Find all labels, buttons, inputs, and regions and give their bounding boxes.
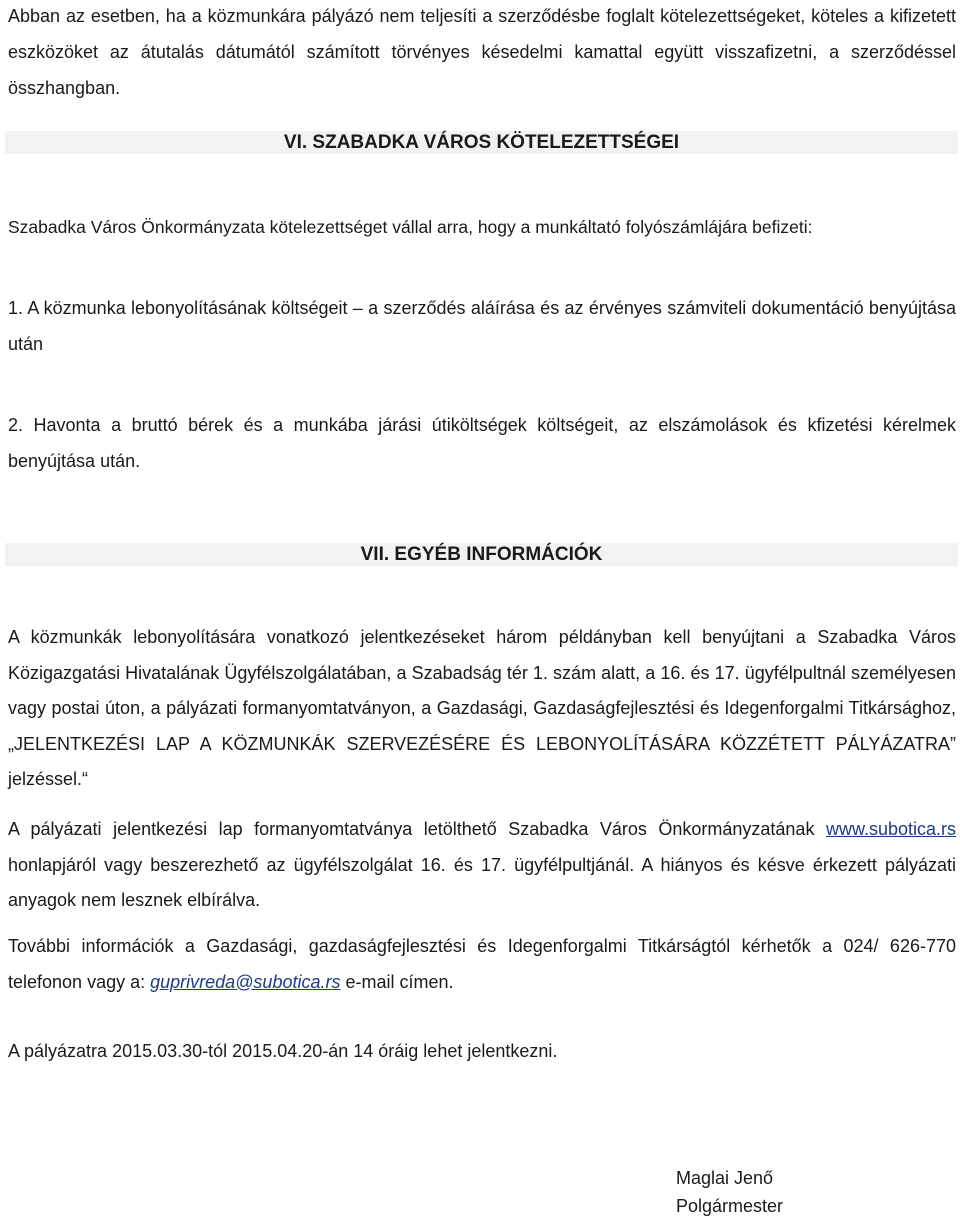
info-text-after: e-mail címen. [340,971,454,992]
signature-name: Maglai Jenő [676,1168,774,1188]
section-vi-intro: Szabadka Város Önkormányzata kötelezettséget vállal arra, hogy a munkáltató folyószámlájára befizeti: [8,217,813,237]
intro-paragraph: Abban az esetben, ha a közmunkára pályázó nem teljesíti a szerződésbe foglalt kötelezettségeket, köteles a kifizetett eszközöket az átutalás dátumától számított törvényes késedelmi kamattal együtt visszafizetni, a szerződéssel összhangban. [8,6,956,98]
contact-info-paragraph [8,929,956,1000]
deadline-paragraph: A pályázatra 2015.03.30-tól 2015.04.20-án 14 óráig lehet jelentkezni. [8,1041,558,1061]
obligation-item-2: 2. Havonta a bruttó bérek és a munkába járási útiköltségek költségeit, az elszámolások és kfizetési kérelmek benyújtása után. [8,415,956,471]
website-link[interactable]: www.subotica.rs [825,819,956,839]
form-download-paragraph [8,812,956,919]
email-link[interactable]: guprivreda@subotica.rs [150,971,341,992]
form-text-after: honlapjáról vagy beszerezhető az ügyfélszolgálat 16. és 17. ügyfélpultjánál. A hiányos és késve érkezett pályázati anyagok nem lesznek elbírálva. [8,854,956,910]
obligation-item-1: 1. A közmunka lebonyolításának költségeit – a szerződés aláírása és az érvényes számviteli dokumentáció benyújtása után [8,298,956,354]
signature-title: Polgármester [676,1196,784,1216]
application-paragraph: A közmunkák lebonyolítására vonatkozó jelentkezéseket három példányban kell benyújtani a Szabadka Város Közigazgatási Hivatalának Ügyfélszolgálatában, a Szabadság tér 1. szám alatt, a 16. és 17. ügyfélpultnál személyesen vagy postai úton, a pályázati formanyomtatványon, a Gazdasági, Gazdaságfejlesztési és Idegenforgalmi Titkársághoz, „JELENTKEZÉSI LAP A KÖZMUNKÁK SZERVEZÉSÉRE ÉS LEBONYOLÍTÁSÁRA KÖZZÉTETT PÁLYÁZATRA” jelzéssel.“ [8,627,956,789]
section-vi-heading: VI. SZABADKA VÁROS KÖTELEZETTSÉGEI [5,131,958,154]
info-text-before: További információk a Gazdasági, gazdaságfejlesztési és Idegenforgalmi Titkárságtól kérhetők a 024/ 626-770 telefonon vagy a: [8,936,956,992]
section-vii-heading: VII. EGYÉB INFORMÁCIÓK [5,543,958,566]
form-text-before: A pályázati jelentkezési lap formanyomtatványa letölthető Szabadka Város Önkormányzatának [8,819,826,839]
